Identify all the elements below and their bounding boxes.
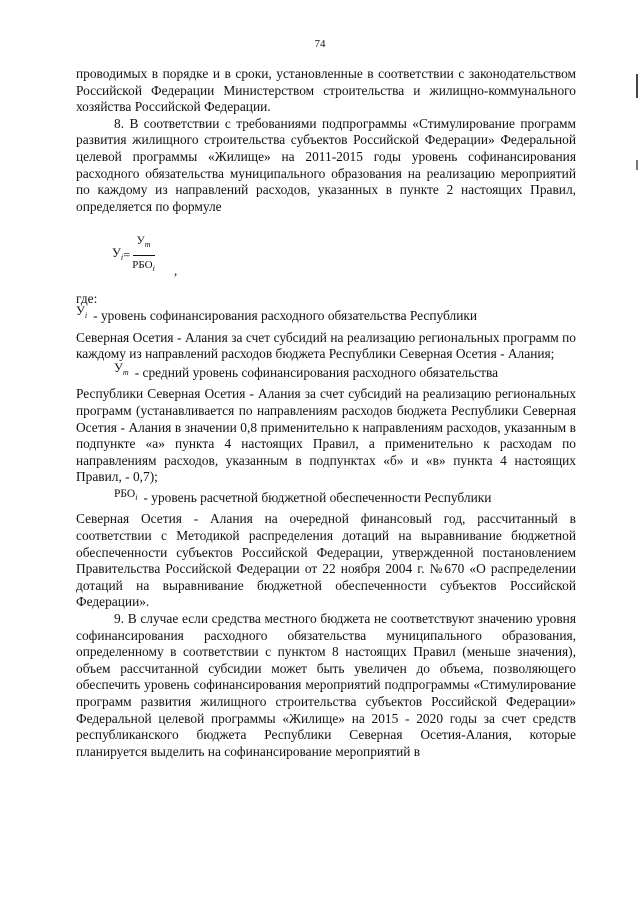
term-symbol: $У_i$ [76, 303, 88, 320]
formula-equals: = [123, 248, 131, 263]
formula-comma: , [174, 263, 178, 279]
term-first-line: - уровень расчетной бюджетной обеспеченности Республики [143, 489, 492, 505]
formula-numerator: $У_т$ [133, 233, 155, 256]
document-body [76, 66, 576, 760]
term-first-line: - уровень софинансирования расходного обязательства Республики [93, 307, 478, 323]
paragraph-continuation: проводимых в порядке и в сроки, установленные в соответствии с законодательством Российской Федерации Министерством строительства и жилищно-коммунального хозяйства Российской Федерации. [76, 66, 576, 115]
term-definition-3 [76, 487, 576, 611]
paragraph-8: 8. В соответствии с требованиями подпрограммы «Стимулирование программ развития жилищного строительства субъектов Российской Федерации» Федеральной целевой программы «Жилище» на 2011-2015 годы уровень софинансирования расходного обязательства муниципального образования на реализацию мероприятий по каждому из направлений расходов, указанных в пункте 2 настоящих Правил, определяется по формуле [76, 115, 576, 214]
page-number: 74 [314, 38, 326, 50]
term-first-line: - средний уровень софинансирования расходного обязательства [134, 364, 499, 380]
scan-edge-mark [636, 74, 638, 98]
paragraph-9: 9. В случае если средства местного бюджета не соответствуют значению уровня софинансирования расходного обязательства муниципального образования, определенному в соответствии с пунктом 8 настоящих Правил (меньше значения), объем рассчитанной субсидии может быть увеличен до объема, позволяющего обеспечить уровень софинансирования мероприятий подпрограммы «Стимулирование программ развития жилищного строительства субъектов Российской Федерации» Федеральной целевой программы «Жилище» на 2015 - 2020 годы за счет средств республиканского бюджета Республики Северная Осетия-Алания, которые планируется выделить на софинансирование мероприятий в [76, 611, 576, 759]
scan-edge-mark [636, 160, 638, 170]
term-definition-1 [76, 303, 576, 363]
formula-denominator: $РБО_i$ [132, 258, 155, 273]
term-text: Северная Осетия - Алания за счет субсидий на реализацию региональных программ по каждому из направлений расходов бюджета Республики Северная Осетия - Алания; [76, 329, 576, 362]
term-definition-2 [76, 360, 576, 486]
term-text: Северная Осетия - Алания на очередной финансовый год, рассчитанный в соответствии с Методикой распределения дотаций на выравнивание бюджетной обеспеченности субъектов Российской Федерации, утвержденной постановлением Правительства Российской Федерации от 22 ноября 2004 г. №670 «О распределении дотаций на выравнивание бюджетной обеспеченности субъектов Российской Федерации». [76, 511, 576, 610]
formula [112, 233, 155, 277]
where-label: где: [76, 291, 98, 307]
formula-fraction [132, 233, 155, 277]
formula-lhs: $У_i$ [112, 245, 124, 262]
term-symbol: $РБО_i$ [114, 487, 138, 502]
term-text: Республики Северная Осетия - Алания за счет субсидий на реализацию региональных программ (устанавливается по направлениям расходов бюджета Республики Северная Осетия - Алания в значении 0,8 применительно к направлениям расходов, указанным в подпункте «а» пункта 4 настоящих Правил, а применительно к расходам по направлениям расходов, указанным в подпунктах «б» и «в» пункта 4 настоящих Правил, - 0,7); [76, 386, 576, 485]
formula-block [76, 219, 576, 291]
term-symbol: $У_т$ [114, 360, 129, 377]
